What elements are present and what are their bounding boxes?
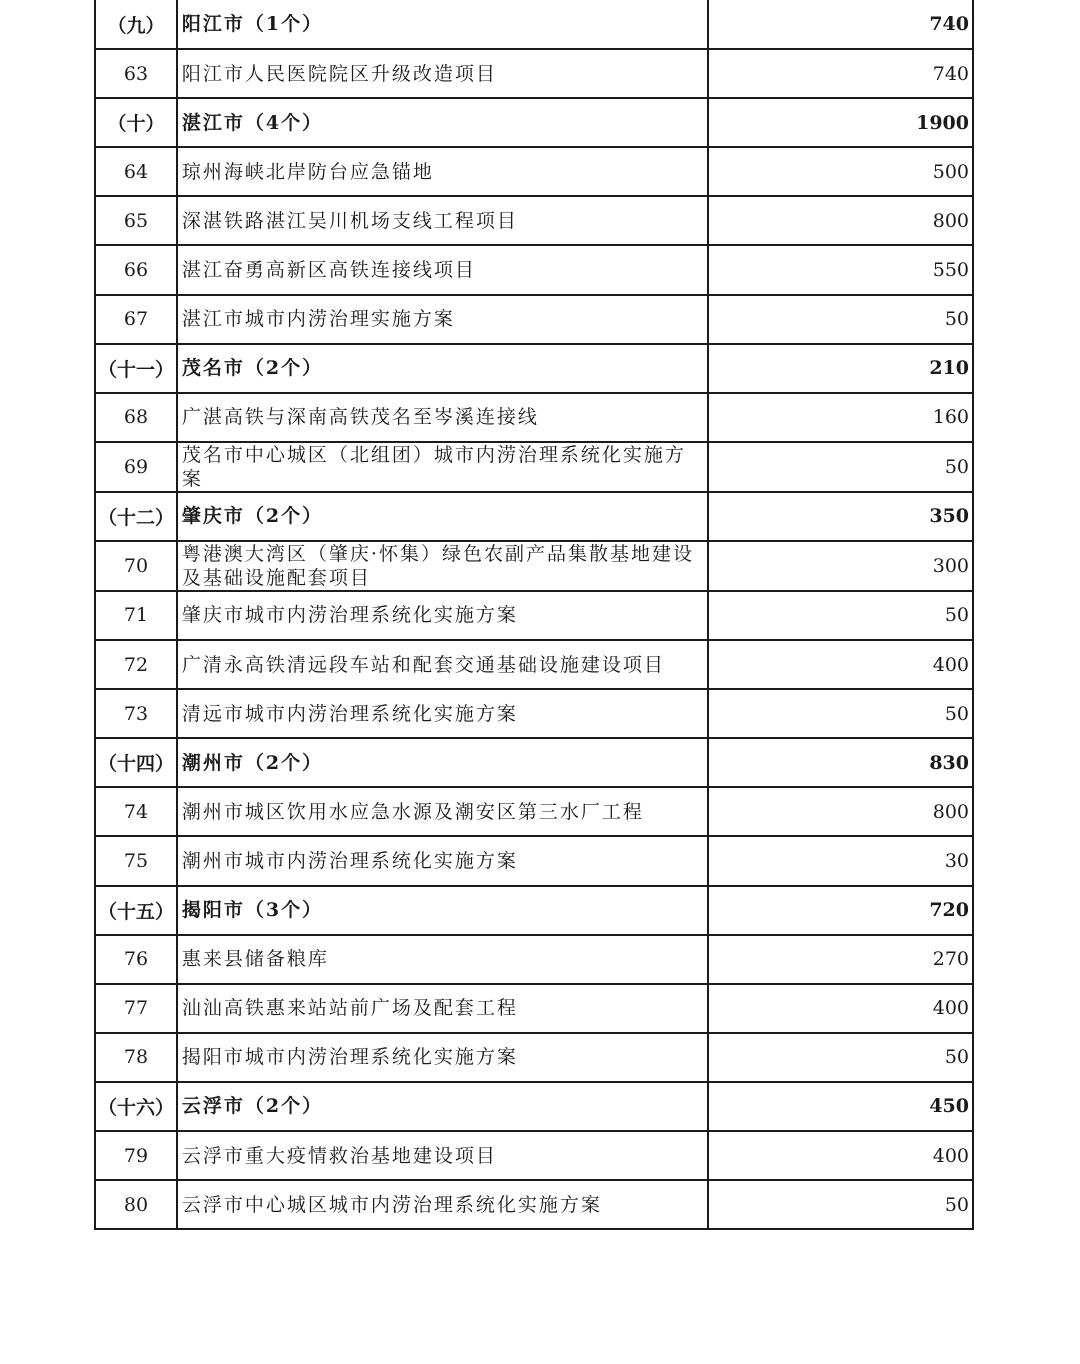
city-name-cell: 阳江市（1个） — [177, 0, 708, 49]
project-row — [95, 393, 973, 442]
project-name-cell: 广清永高铁清远段车站和配套交通基础设施建设项目 — [177, 640, 708, 689]
group-number-cell: （九） — [95, 0, 177, 49]
project-name-cell: 潮州市城区饮用水应急水源及潮安区第三水厂工程 — [177, 787, 708, 836]
project-name-cell: 肇庆市城市内涝治理系统化实施方案 — [177, 591, 708, 640]
project-number-cell: 70 — [95, 541, 177, 591]
project-number-cell: 67 — [95, 295, 177, 344]
city-group-row — [95, 886, 973, 935]
project-row — [95, 49, 973, 98]
amount-cell: 270 — [708, 935, 973, 984]
project-name-cell: 潮州市城市内涝治理系统化实施方案 — [177, 836, 708, 885]
project-name-cell: 云浮市重大疫情救治基地建设项目 — [177, 1131, 708, 1180]
amount-cell: 550 — [708, 245, 973, 294]
group-number-cell: （十一） — [95, 344, 177, 393]
project-number-cell: 64 — [95, 147, 177, 196]
project-table-body — [95, 0, 973, 1229]
project-number-cell: 68 — [95, 393, 177, 442]
amount-cell: 50 — [708, 1180, 973, 1229]
city-group-row — [95, 98, 973, 147]
project-row — [95, 984, 973, 1033]
project-name-cell: 汕汕高铁惠来站站前广场及配套工程 — [177, 984, 708, 1033]
amount-cell: 800 — [708, 196, 973, 245]
project-number-cell: 63 — [95, 49, 177, 98]
group-number-cell: （十） — [95, 98, 177, 147]
project-number-cell: 80 — [95, 1180, 177, 1229]
group-number-cell: （十二） — [95, 492, 177, 541]
project-row — [95, 295, 973, 344]
amount-cell: 720 — [708, 886, 973, 935]
project-name-cell: 深湛铁路湛江吴川机场支线工程项目 — [177, 196, 708, 245]
project-row — [95, 689, 973, 738]
project-name-cell: 云浮市中心城区城市内涝治理系统化实施方案 — [177, 1180, 708, 1229]
amount-cell: 740 — [708, 0, 973, 49]
amount-cell: 500 — [708, 147, 973, 196]
project-name-cell: 惠来县储备粮库 — [177, 935, 708, 984]
city-group-row — [95, 1082, 973, 1131]
amount-cell: 50 — [708, 591, 973, 640]
amount-cell: 1900 — [708, 98, 973, 147]
amount-cell: 740 — [708, 49, 973, 98]
project-row — [95, 836, 973, 885]
group-number-cell: （十四） — [95, 738, 177, 787]
project-row — [95, 196, 973, 245]
amount-cell: 210 — [708, 344, 973, 393]
project-name-cell: 清远市城市内涝治理系统化实施方案 — [177, 689, 708, 738]
project-name-cell: 广湛高铁与深南高铁茂名至岑溪连接线 — [177, 393, 708, 442]
amount-cell: 400 — [708, 640, 973, 689]
city-name-cell: 揭阳市（3个） — [177, 886, 708, 935]
project-number-cell: 71 — [95, 591, 177, 640]
project-row — [95, 541, 973, 591]
project-name-cell: 揭阳市城市内涝治理系统化实施方案 — [177, 1033, 708, 1082]
project-number-cell: 69 — [95, 442, 177, 492]
project-row — [95, 1131, 973, 1180]
city-group-row — [95, 344, 973, 393]
project-row — [95, 591, 973, 640]
amount-cell: 350 — [708, 492, 973, 541]
project-name-cell: 湛江奋勇高新区高铁连接线项目 — [177, 245, 708, 294]
amount-cell: 50 — [708, 295, 973, 344]
amount-cell: 50 — [708, 442, 973, 492]
project-name-cell: 湛江市城市内涝治理实施方案 — [177, 295, 708, 344]
project-row — [95, 1180, 973, 1229]
project-row — [95, 1033, 973, 1082]
city-name-cell: 湛江市（4个） — [177, 98, 708, 147]
project-number-cell: 75 — [95, 836, 177, 885]
city-group-row — [95, 492, 973, 541]
project-number-cell: 66 — [95, 245, 177, 294]
city-name-cell: 肇庆市（2个） — [177, 492, 708, 541]
project-number-cell: 78 — [95, 1033, 177, 1082]
amount-cell: 400 — [708, 984, 973, 1033]
city-group-row — [95, 738, 973, 787]
project-row — [95, 442, 973, 492]
project-name-cell: 琼州海峡北岸防台应急锚地 — [177, 147, 708, 196]
amount-cell: 300 — [708, 541, 973, 591]
project-name-cell: 茂名市中心城区（北组团）城市内涝治理系统化实施方案 — [177, 442, 708, 492]
project-number-cell: 74 — [95, 787, 177, 836]
group-number-cell: （十五） — [95, 886, 177, 935]
project-number-cell: 73 — [95, 689, 177, 738]
project-row — [95, 245, 973, 294]
amount-cell: 50 — [708, 1033, 973, 1082]
amount-cell: 160 — [708, 393, 973, 442]
project-number-cell: 77 — [95, 984, 177, 1033]
city-name-cell: 潮州市（2个） — [177, 738, 708, 787]
city-name-cell: 云浮市（2个） — [177, 1082, 708, 1131]
project-number-cell: 79 — [95, 1131, 177, 1180]
project-row — [95, 935, 973, 984]
project-name-cell: 阳江市人民医院院区升级改造项目 — [177, 49, 708, 98]
project-number-cell: 76 — [95, 935, 177, 984]
amount-cell: 30 — [708, 836, 973, 885]
amount-cell: 400 — [708, 1131, 973, 1180]
city-group-row — [95, 0, 973, 49]
project-row — [95, 640, 973, 689]
amount-cell: 50 — [708, 689, 973, 738]
project-row — [95, 147, 973, 196]
project-table — [94, 0, 974, 1230]
project-name-cell: 粤港澳大湾区（肇庆·怀集）绿色农副产品集散基地建设及基础设施配套项目 — [177, 541, 708, 591]
city-name-cell: 茂名市（2个） — [177, 344, 708, 393]
project-row — [95, 787, 973, 836]
project-number-cell: 72 — [95, 640, 177, 689]
amount-cell: 450 — [708, 1082, 973, 1131]
project-number-cell: 65 — [95, 196, 177, 245]
amount-cell: 800 — [708, 787, 973, 836]
group-number-cell: （十六） — [95, 1082, 177, 1131]
amount-cell: 830 — [708, 738, 973, 787]
